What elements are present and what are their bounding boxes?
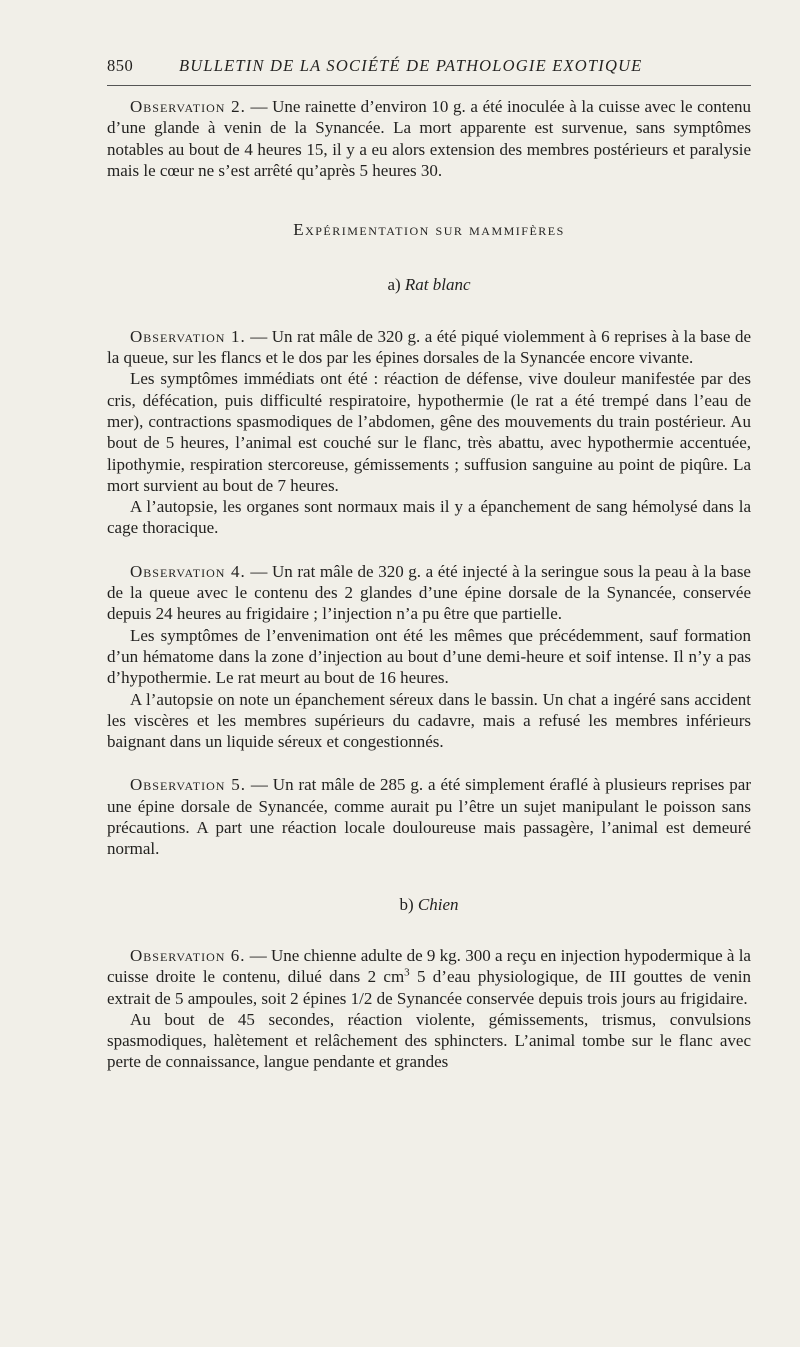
observation-text: — Un rat mâle de 320 g. a été injecté à la seringue sous la peau à la base de la queue avec le contenu des 2 glandes d’une épine dorsale de la Synancée, conservée depuis 24 heures au frigidaire ; l’injection n’a pu être que partielle. bbox=[107, 561, 751, 624]
page-header bbox=[107, 54, 678, 84]
paragraph: Les symptômes de l’envenimation ont été les mêmes que précédemment, sauf formation d’un hématome dans la zone d’injection au bout d’une demi-heure et soif intense. Il n’y a pas d’hypothermie. Le rat meurt au bout de 16 heures. bbox=[107, 625, 751, 688]
observation-label: Observation 2. bbox=[130, 97, 246, 116]
observation-label: Observation 1. bbox=[130, 326, 246, 346]
subsection-letter: a) bbox=[387, 275, 405, 295]
observation-label: Observation 6. bbox=[130, 945, 246, 965]
observation-text: — Un rat mâle de 285 g. a été simplement éraflé à plusieurs reprises par une épine dorsale de Synancée, comme aurait pu l’être un sujet manipulant le poisson sans précautions. A part une réaction locale douloureuse mais passagère, l’animal est demeuré normal. bbox=[107, 775, 751, 859]
observation-text: — Un rat mâle de 320 g. a été piqué violemment à 6 reprises à la base de la queue, sur les flancs et le dos par les épines dorsales de la Synancée encore vivante. bbox=[107, 326, 751, 368]
subsection-a bbox=[107, 274, 751, 295]
observation-text-cont: 5 d’eau physiologique, de III gouttes de venin extrait de 5 ampoules, soit 2 épines 1/2 de Synancée conservée depuis trois jours au frigidaire. bbox=[107, 967, 751, 1008]
running-title: BULLETIN DE LA SOCIÉTÉ DE PATHOLOGIE EXOTIQUE bbox=[179, 56, 643, 75]
header-rule bbox=[107, 85, 751, 86]
page-body bbox=[107, 96, 751, 1073]
paragraph: A l’autopsie, les organes sont normaux mais il y a épanchement de sang hémolysé dans la cage thoracique. bbox=[107, 497, 751, 538]
paragraph: A l’autopsie on note un épanchement séreux dans le bassin. Un chat a ingéré sans accident les viscères et les membres supérieurs du cadavre, mais a refusé les membres inférieurs baignant dans un liquide séreux et congestionnés. bbox=[107, 689, 751, 752]
observation-1 bbox=[107, 326, 751, 369]
observation-text: — Une rainette d’environ 10 g. a été inoculée à la cuisse avec le contenu d’une glande à venin de la Synancée. La mort apparente est survenue, sans symptômes notables au bout de 4 heures 15, il y a eu alors extension des membres postérieurs et paralysie mais le cœur ne s’est arrêté qu’après 5 heures 30. bbox=[107, 97, 751, 180]
observation-label: Observation 4. bbox=[130, 561, 246, 581]
subsection-title: Chien bbox=[417, 894, 459, 914]
subsection-b bbox=[107, 894, 751, 915]
observation-2 bbox=[107, 96, 751, 181]
paragraph: Les symptômes immédiats ont été : réaction de défense, vive douleur manifestée par des cris, défécation, puis difficulté respiratoire, hypothermie (le rat a été trempé dans l’eau de mer), contractions spasmodiques de l’abdomen, gêne des mouvements du train postérieur. Au bout de 5 heures, l’animal est couché sur le flanc, très abattu, avec hypothermie accentuée, lipothymie, respiration stercoreuse, gémissements ; suffusion sanguine au point de piqûre. La mort survient au bout de 7 heures. bbox=[107, 369, 751, 495]
page-number: 850 bbox=[107, 56, 134, 75]
observation-6 bbox=[107, 945, 751, 1009]
observation-text: — Une chienne adulte de 9 kg. 300 a reçu en injection hypodermique à la cuisse droite le contenu, dilué dans 2 cm bbox=[107, 945, 751, 987]
observation-5 bbox=[107, 774, 751, 859]
observation-4 bbox=[107, 561, 751, 625]
paragraph: Au bout de 45 secondes, réaction violente, gémissements, trismus, convulsions spasmodiques, halètement et relâchement des sphincters. L’animal tombe sur le flanc avec perte de connaissance, langue pendante et grandes bbox=[107, 1009, 751, 1072]
superscript: 3 bbox=[404, 966, 410, 979]
observation-label: Observation 5. bbox=[130, 775, 247, 795]
section-title: Expérimentation sur mammifères bbox=[293, 220, 565, 240]
subsection-title: Rat blanc bbox=[404, 275, 471, 295]
subsection-letter: b) bbox=[399, 894, 418, 914]
